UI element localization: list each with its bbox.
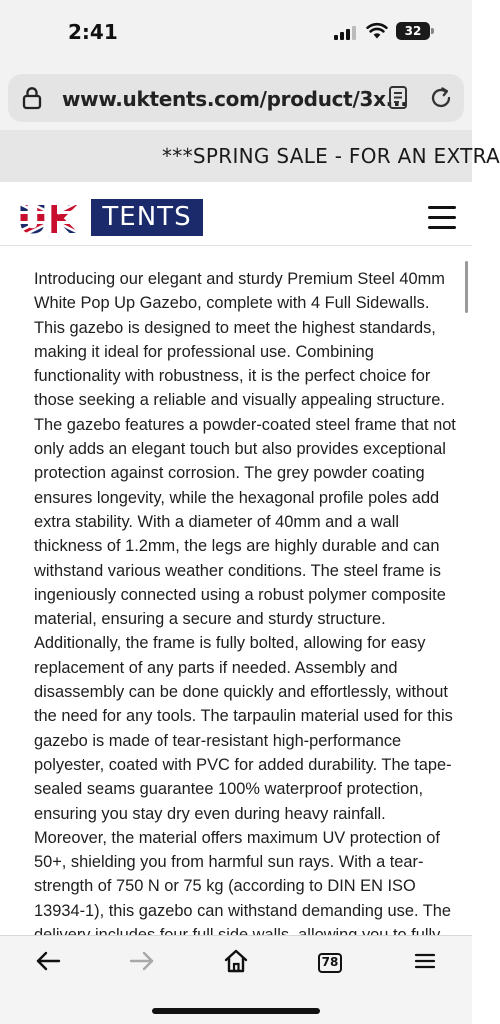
battery-icon: 32 bbox=[396, 22, 430, 40]
status-time: 2:41 bbox=[68, 20, 118, 44]
description-line: The gazebo features a powder-coated steel frame that not bbox=[34, 415, 456, 434]
description-line: ensures longevity, while the hexagonal profile poles add bbox=[34, 488, 440, 507]
back-button[interactable] bbox=[34, 949, 62, 977]
status-bar bbox=[0, 0, 472, 64]
sale-banner[interactable] bbox=[0, 130, 500, 182]
description-line: sealed seams guarantee 100% waterproof protection, bbox=[34, 780, 424, 799]
home-icon bbox=[223, 948, 249, 979]
menu-button[interactable] bbox=[411, 949, 439, 977]
forward-arrow-icon bbox=[129, 951, 155, 976]
description-line: the need for any tools. The tarpaulin material used for this bbox=[34, 707, 453, 726]
description-line: gazebo is made of tear-resistant high-performance bbox=[34, 731, 402, 750]
scrollbar[interactable] bbox=[465, 261, 468, 313]
product-description bbox=[34, 267, 456, 947]
site-header bbox=[0, 182, 472, 246]
description-line: functionality with robustness, it is the perfect choice for bbox=[34, 367, 431, 386]
description-line: This gazebo is designed to meet the highest standards, bbox=[34, 318, 436, 337]
description-line: polyester, coated with PVC for added durability. The tape- bbox=[34, 755, 452, 774]
description-line: only adds an elegant touch but also provides exceptional bbox=[34, 440, 446, 459]
description-line: those seeking a reliable and visually appealing structure. bbox=[34, 391, 445, 410]
description-line: Introducing our elegant and sturdy Premium Steel 40mm bbox=[34, 270, 445, 288]
description-line: protection against corrosion. The grey powder coating bbox=[34, 464, 425, 483]
reader-mode-icon[interactable] bbox=[388, 85, 408, 116]
description-line: withstand various weather conditions. The steel frame is bbox=[34, 561, 441, 580]
description-line: 50+, shielding you from harmful sun rays. With a tear- bbox=[34, 853, 424, 872]
sale-banner-text: ***SPRING SALE - FOR AN EXTRA bbox=[162, 144, 500, 168]
description-line: 13934-1), this gazebo can withstand demanding use. The bbox=[34, 901, 452, 920]
description-line: thickness of 1.2mm, the legs are highly durable and can bbox=[34, 537, 440, 556]
description-line: strength of 750 N or 75 kg (according to DIN EN ISO bbox=[34, 877, 416, 896]
description-line: ingeniously connected using a robust polymer composite bbox=[34, 585, 446, 604]
reload-icon[interactable] bbox=[428, 85, 454, 116]
cellular-signal-icon bbox=[334, 26, 356, 40]
description-line: Moreover, the material offers maximum UV protection of bbox=[34, 828, 440, 847]
logo-uk-union-jack bbox=[16, 199, 91, 236]
description-line: replacement of any parts if needed. Assembly and bbox=[34, 658, 398, 677]
description-line: White Pop Up Gazebo, complete with 4 Full Sidewalls. bbox=[34, 294, 430, 313]
forward-button[interactable] bbox=[128, 949, 156, 977]
home-button[interactable] bbox=[222, 949, 250, 977]
home-indicator[interactable] bbox=[152, 1008, 320, 1014]
tabs-icon: 78 bbox=[318, 953, 342, 973]
tabs-button[interactable] bbox=[316, 949, 344, 977]
address-bar[interactable] bbox=[8, 74, 464, 122]
description-line: making it ideal for professional use. Combining bbox=[34, 342, 374, 361]
wifi-icon bbox=[366, 22, 388, 45]
back-arrow-icon bbox=[35, 951, 61, 976]
menu-icon bbox=[414, 952, 436, 975]
battery-tip bbox=[431, 28, 434, 34]
description-line: Additionally, the frame is fully bolted, allowing for easy bbox=[34, 634, 426, 653]
hamburger-menu-icon[interactable] bbox=[428, 206, 456, 230]
description-line: material, ensuring a secure and sturdy structure. bbox=[34, 610, 386, 629]
logo-tents-text: TENTS bbox=[91, 199, 203, 236]
description-line: ensuring you stay dry even during heavy rainfall. bbox=[34, 804, 386, 823]
description-line: disassembly can be done quickly and effortlessly, without bbox=[34, 683, 448, 702]
description-line: extra stability. With a diameter of 40mm and a wall bbox=[34, 512, 399, 531]
product-description-section bbox=[0, 247, 472, 935]
browser-address-area bbox=[0, 64, 472, 130]
url-text[interactable]: www.uktents.com/product/3x... bbox=[62, 87, 408, 111]
site-logo[interactable] bbox=[16, 199, 203, 236]
lock-icon bbox=[22, 86, 42, 115]
